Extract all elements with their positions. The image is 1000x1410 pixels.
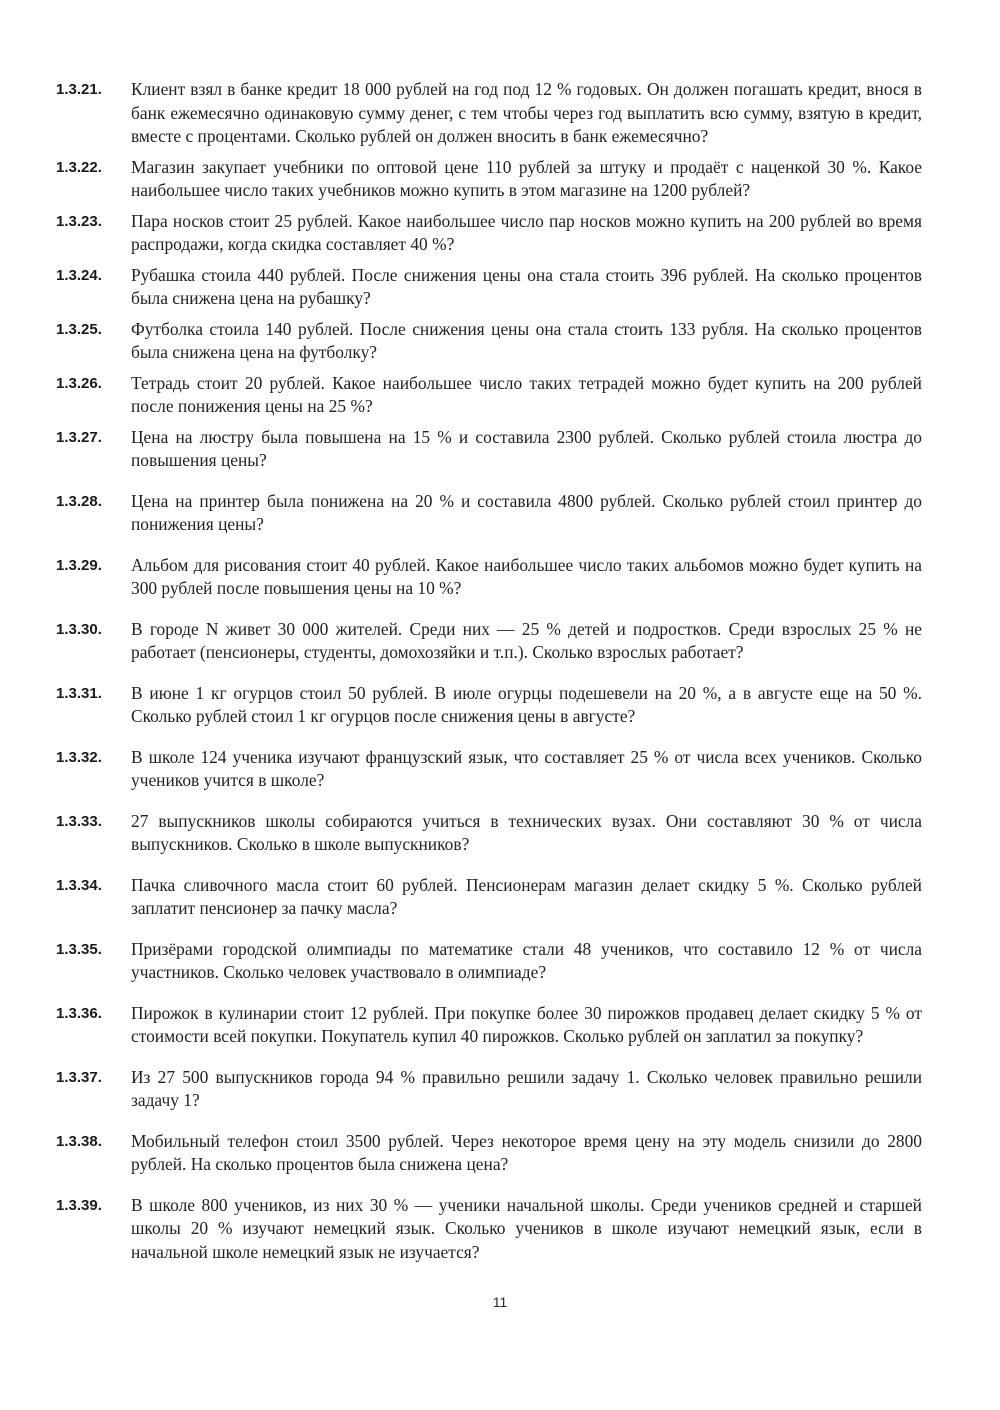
problem-text: 27 выпускников школы собираются учиться в технических вузах. Они составляют 30 % от числа выпускников. Сколько в школе выпускников? (131, 810, 922, 854)
problem-text: Мобильный телефон стоил 3500 рублей. Через некоторое время цену на эту модель снизили до 2800 рублей. На сколько процентов была снижена цена? (131, 1130, 922, 1174)
problem-text: Цена на принтер была понижена на 20 % и составила 4800 рублей. Сколько рублей стоил принтер до понижения цены? (131, 490, 922, 534)
problem-item (56, 264, 922, 311)
problem-item (56, 554, 922, 601)
problem-number: 1.3.21. (56, 81, 102, 98)
problem-item (56, 618, 922, 665)
problem-number: 1.3.25. (56, 320, 102, 338)
problem-text: Магазин закупает учебники по оптовой цене 110 рублей за штуку и продаёт с наценкой 30 %. Какое наибольшее число таких учебников можно купить в этом магазине на 1200 рублей? (131, 156, 922, 200)
problem-number: 1.3.31. (56, 684, 102, 702)
problem-text: Пирожок в кулинарии стоит 12 рублей. При покупке более 30 пирожков продавец делает скидку 5 % от стоимости всей покупки. Покупатель купил 40 пирожков. Сколько рублей он заплатил за покупку? (131, 1002, 922, 1046)
problem-item (56, 156, 922, 203)
problem-number: 1.3.28. (56, 492, 102, 510)
problem-text: В городе N живет 30 000 жителей. Среди них — 25 % детей и подростков. Среди взрослых 25 % не работает (пенсионеры, студенты, домохозяйки и т.п.). Сколько взрослых работает? (131, 618, 922, 662)
problem-item (56, 1130, 922, 1177)
problem-number: 1.3.29. (56, 556, 102, 574)
problem-item (56, 810, 922, 857)
problem-text: Из 27 500 выпускников города 94 % правильно решили задачу 1. Сколько человек правильно решили задачу 1? (131, 1066, 922, 1110)
problem-number: 1.3.23. (56, 212, 102, 230)
problem-item (56, 874, 922, 921)
problem-number: 1.3.22. (56, 158, 102, 176)
problem-text: Пачка сливочного масла стоит 60 рублей. Пенсионерам магазин делает скидку 5 %. Сколько рублей заплатит пенсионер за пачку масла? (131, 874, 922, 918)
problem-text: В школе 800 учеников, из них 30 % — ученики начальной школы. Среди учеников средней и старшей школы 20 % изучают немецкий язык. Сколько учеников в школе изучают немецкий язык, если в начальной школе немецкий язык не изучается? (131, 1194, 922, 1262)
problem-text: Пара носков стоит 25 рублей. Какое наибольшее число пар носков можно купить на 200 рублей во время распродажи, когда скидка составляет 40 %? (131, 210, 922, 254)
problem-item (56, 78, 922, 149)
problem-item (56, 1002, 922, 1049)
problem-item (56, 490, 922, 537)
problem-text: Рубашка стоила 440 рублей. После снижения цены она стала стоить 396 рублей. На сколько процентов была снижена цена на рубашку? (131, 264, 922, 308)
problem-number: 1.3.32. (56, 748, 102, 766)
problem-item (56, 938, 922, 985)
problem-number: 1.3.39. (56, 1196, 102, 1214)
problem-number: 1.3.34. (56, 876, 102, 894)
problem-text: Цена на люстру была повышена на 15 % и составила 2300 рублей. Сколько рублей стоила люстра до повышения цены? (131, 426, 922, 470)
problem-item (56, 318, 922, 365)
problem-text: Альбом для рисования стоит 40 рублей. Какое наибольшее число таких альбомов можно будет купить на 300 рублей после повышения цены на 10 %? (131, 554, 922, 598)
problem-number: 1.3.26. (56, 374, 102, 392)
page-number: 11 (492, 1294, 508, 1310)
problem-text: Призёрами городской олимпиады по математике стали 48 учеников, что составило 12 % от числа участников. Сколько человек участвовало в олимпиаде? (131, 938, 922, 982)
problem-item (56, 210, 922, 257)
problem-item (56, 1066, 922, 1113)
problem-text: В школе 124 ученика изучают французский язык, что составляет 25 % от числа всех учеников. Сколько учеников учится в школе? (131, 746, 922, 790)
problem-item (56, 746, 922, 793)
problem-text: Тетрадь стоит 20 рублей. Какое наибольшее число таких тетрадей можно будет купить на 200 рублей после понижения цены на 25 %? (131, 372, 922, 416)
problem-number: 1.3.27. (56, 428, 102, 446)
problem-number: 1.3.33. (56, 812, 102, 830)
problem-text: Футболка стоила 140 рублей. После снижения цены она стала стоить 133 рубля. На сколько процентов была снижена цена на футболку? (131, 318, 922, 362)
problem-item (56, 1194, 922, 1265)
problem-item (56, 372, 922, 419)
problem-number: 1.3.37. (56, 1068, 102, 1086)
problem-item (56, 426, 922, 473)
problem-number: 1.3.36. (56, 1004, 102, 1022)
problem-text: Клиент взял в банке кредит 18 000 рублей на год под 12 % годовых. Он должен погашать кредит, внося в банк ежемесячно одинаковую сумму денег, с тем чтобы через год выплатить всю сумму, взятую в кредит, вместе с процентами. Сколько рублей он должен вносить в банк ежемесячно? (131, 79, 922, 146)
problem-text: В июне 1 кг огурцов стоил 50 рублей. В июле огурцы подешевели на 20 %, а в августе еще на 50 %. Сколько рублей стоил 1 кг огурцов после снижения цены в августе? (131, 682, 922, 726)
problem-number: 1.3.30. (56, 620, 102, 638)
problem-list (56, 78, 922, 1271)
problem-item (56, 682, 922, 729)
problem-number: 1.3.24. (56, 266, 102, 284)
problem-number: 1.3.35. (56, 940, 102, 958)
problem-number: 1.3.38. (56, 1132, 102, 1150)
